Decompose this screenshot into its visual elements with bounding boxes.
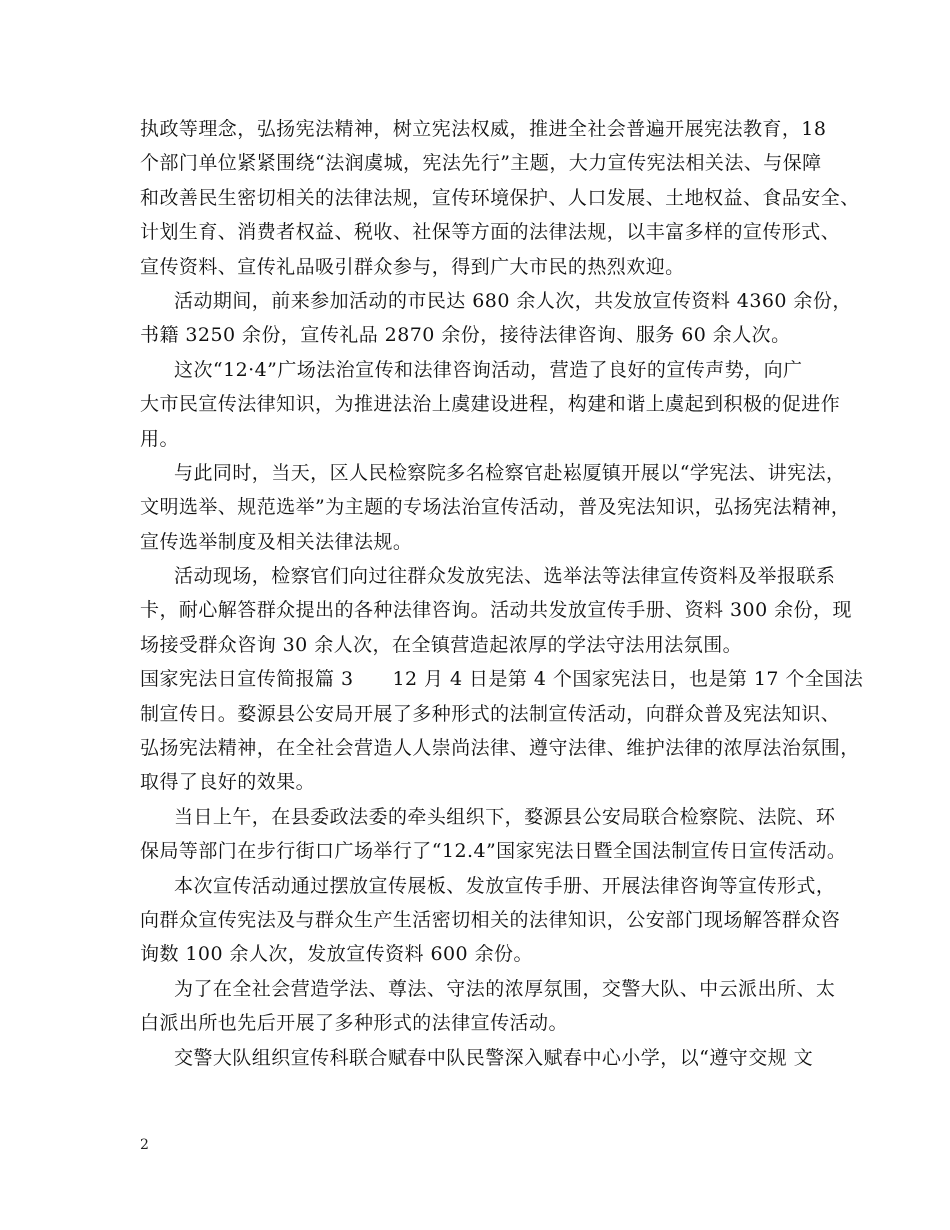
text-line: 宣传资料、宣传礼品吸引群众参与，得到广大市民的热烈欢迎。	[140, 255, 685, 278]
text-line: 交警大队组织宣传科联合赋春中队民警深入赋春中心小学，以“遵守交规 文	[174, 1046, 814, 1069]
text-line: 本次宣传活动通过摆放宣传展板、发放宣传手册、开展法律咨询等宣传形式，	[174, 874, 836, 897]
text-line: 活动期间，前来参加活动的市民达 680 余人次，共发放宣传资料 4360 余份，	[174, 289, 852, 312]
text-line: 当日上午，在县委政法委的牵头组织下，婺源县公安局联合检察院、法院、环	[174, 805, 836, 828]
text-line: 执政等理念，弘扬宪法精神，树立宪法权威，推进全社会普遍开展宪法教育，18	[140, 118, 827, 140]
section-heading-line: 国家宪法日宣传简报篇 3 12 月 4 日是第 4 个国家宪法日，也是第 17 个全国法	[140, 668, 864, 691]
text-line: 计划生育、消费者权益、税收、社保等方面的法律法规，以丰富多样的宣传形式、	[140, 221, 841, 244]
text-line: 大市民宣传法律知识，为推进法治上虞建设进程，构建和谐上虞起到积极的促进作	[140, 393, 841, 416]
text-line: 与此同时，当天，区人民检察院多名检察官赴崧厦镇开展以“学宪法、讲宪法，	[174, 461, 846, 484]
text-line: 为了在全社会营造学法、尊法、守法的浓厚氛围，交警大队、中云派出所、太	[174, 977, 836, 1000]
text-line: 弘扬宪法精神，在全社会营造人人崇尚法律、遵守法律、维护法律的浓厚法治氛围，	[140, 737, 860, 760]
text-line: 活动现场，检察官们向过往群众发放宪法、选举法等法律宣传资料及举报联系	[174, 565, 836, 588]
text-line: 宣传选举制度及相关法律法规。	[140, 530, 413, 553]
text-line: 场接受群众咨询 30 余人次，在全镇营造起浓厚的学法守法用法氛围。	[140, 633, 743, 656]
text-line: 卡，耐心解答群众提出的各种法律咨询。活动共发放宣传手册、资料 300 余份，现	[140, 599, 852, 622]
text-line: 询数 100 余人次，发放宣传资料 600 余份。	[140, 943, 533, 966]
text-line: 保局等部门在步行街口广场举行了“12.4”国家宪法日暨全国法制宣传日宣传活动。	[140, 840, 847, 863]
text-line: 文明选举、规范选举”为主题的专场法治宣传活动，普及宪法知识，弘扬宪法精神，	[140, 496, 851, 519]
text-line: 个部门单位紧紧围绕“法润虞城，宪法先行”主题，大力宣传宪法相关法、与保障	[140, 152, 822, 175]
text-line: 制宣传日。婺源县公安局开展了多种形式的法制宣传活动，向群众普及宪法知识、	[140, 702, 841, 725]
text-line: 用。	[140, 427, 179, 450]
text-line: 白派出所也先后开展了多种形式的法律宣传活动。	[140, 1012, 568, 1035]
text-line: 这次“12·4”广场法治宣传和法律咨询活动，营造了良好的宣传声势，向广	[174, 358, 803, 381]
text-line: 书籍 3250 余份，宣传礼品 2870 余份，接待法律咨询、服务 60 余人次。	[140, 324, 791, 347]
text-line: 取得了良好的效果。	[140, 771, 316, 794]
text-line: 和改善民生密切相关的法律法规，宣传环境保护、人口发展、土地权益、食品安全、	[140, 186, 860, 209]
document-body	[140, 112, 864, 1075]
page-number: 2	[140, 1137, 149, 1153]
text-line: 向群众宣传宪法及与群众生产生活密切相关的法律知识，公安部门现场解答群众咨	[140, 908, 841, 931]
